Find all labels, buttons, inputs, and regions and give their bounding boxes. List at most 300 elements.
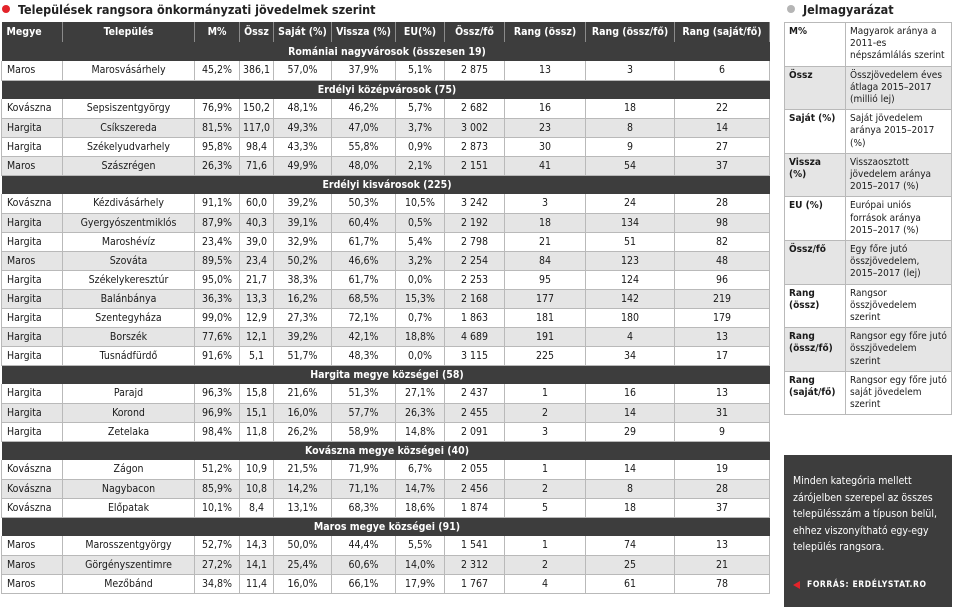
table-cell: 2 — [505, 479, 586, 498]
table-cell: 1 — [505, 536, 586, 555]
table-cell: 13 — [675, 536, 770, 555]
table-cell: Zetelaka — [63, 422, 195, 441]
table-cell: 74 — [586, 536, 675, 555]
table-cell: Nagybacon — [63, 479, 195, 498]
table-cell: 13,1% — [274, 498, 332, 517]
table-cell: 11,8 — [240, 422, 274, 441]
table-cell: Maros — [2, 536, 63, 555]
table-cell: 1 — [505, 460, 586, 479]
table-cell: 15,8 — [240, 384, 274, 403]
table-cell: 16,0% — [274, 403, 332, 422]
table-cell: 76,9% — [195, 99, 240, 118]
note-text: Minden kategória mellett zárójelben szerepel az összes településszám a típuson belül, ehhez viszonyítható egy-egy település rangsora. — [793, 475, 938, 553]
table-cell: 8 — [586, 118, 675, 137]
table-cell: 5 — [505, 498, 586, 517]
table-cell: Hargita — [2, 384, 63, 403]
table-cell: 47,0% — [332, 118, 396, 137]
table-cell: 5,4% — [396, 232, 445, 251]
table-cell: Kovászna — [2, 99, 63, 118]
table-cell: Hargita — [2, 308, 63, 327]
table-cell: 1 863 — [445, 308, 505, 327]
table-cell: 27,1% — [396, 384, 445, 403]
table-cell: 18,8% — [396, 327, 445, 346]
table-row — [2, 574, 770, 593]
table-header — [2, 22, 770, 42]
legend-body — [785, 23, 952, 415]
section-title: Maros megye községei (91) — [2, 517, 770, 536]
table-cell: 12,9 — [240, 308, 274, 327]
table-cell: 14,2% — [274, 479, 332, 498]
table-cell: Szováta — [63, 251, 195, 270]
table-cell: Kovászna — [2, 194, 63, 213]
table-cell: 17,9% — [396, 574, 445, 593]
section-header-row — [2, 517, 770, 536]
column-header: Össz — [240, 22, 274, 42]
table-cell: 2 151 — [445, 156, 505, 175]
table-cell: 3 — [505, 422, 586, 441]
table-cell: 68,3% — [332, 498, 396, 517]
table-cell: 48,0% — [332, 156, 396, 175]
table-cell: 48 — [675, 251, 770, 270]
table-cell: 34 — [586, 346, 675, 365]
table-cell: Szentegyháza — [63, 308, 195, 327]
table-row — [2, 194, 770, 213]
legend-term: Rang (saját/fő) — [785, 371, 846, 415]
legend-title — [787, 1, 894, 17]
table-cell: 6 — [675, 61, 770, 80]
table-cell: Sepsiszentgyörgy — [63, 99, 195, 118]
table-cell: 14 — [586, 460, 675, 479]
table-cell: 37 — [675, 498, 770, 517]
column-header: Település — [63, 22, 195, 42]
table-cell: 1 — [505, 384, 586, 403]
legend-term: Saját (%) — [785, 110, 846, 154]
table-cell: 37 — [675, 156, 770, 175]
table-cell: 48,1% — [274, 99, 332, 118]
table-cell: 44,4% — [332, 536, 396, 555]
table-cell: 11,4 — [240, 574, 274, 593]
table-cell: 60,6% — [332, 555, 396, 574]
table-cell: 31 — [675, 403, 770, 422]
table-cell: 23,4 — [240, 251, 274, 270]
table-cell: 77,6% — [195, 327, 240, 346]
table-cell: 98 — [675, 213, 770, 232]
table-cell: 95 — [505, 270, 586, 289]
table-row — [2, 308, 770, 327]
table-cell: 61 — [586, 574, 675, 593]
table-cell: 48,3% — [332, 346, 396, 365]
table-cell: 2,1% — [396, 156, 445, 175]
table-cell: 2 437 — [445, 384, 505, 403]
table-cell: 38,3% — [274, 270, 332, 289]
table-cell: 14 — [586, 403, 675, 422]
table-cell: 10,1% — [195, 498, 240, 517]
table-cell: 60,4% — [332, 213, 396, 232]
table-row — [2, 232, 770, 251]
table-cell: 28 — [675, 194, 770, 213]
table-cell: Hargita — [2, 403, 63, 422]
legend-row — [785, 110, 952, 154]
table-cell: 37,9% — [332, 61, 396, 80]
table-cell: Zágon — [63, 460, 195, 479]
table-cell: 30 — [505, 137, 586, 156]
table-cell: 1 541 — [445, 536, 505, 555]
table-cell: 28 — [675, 479, 770, 498]
header-row — [2, 22, 770, 42]
table-cell: 57,7% — [332, 403, 396, 422]
table-body — [2, 42, 770, 593]
bullet-icon — [787, 5, 795, 13]
table-row — [2, 213, 770, 232]
table-row — [2, 479, 770, 498]
table-cell: 15,1 — [240, 403, 274, 422]
table-cell: 57,0% — [274, 61, 332, 80]
table-cell: Mezőbánd — [63, 574, 195, 593]
legend-description: Egy főre jutó összjövedelem, 2015–2017 (lej) — [846, 241, 952, 285]
table-cell: 43,3% — [274, 137, 332, 156]
table-cell: 1 874 — [445, 498, 505, 517]
table-cell: Kézdivásárhely — [63, 194, 195, 213]
table-cell: Borszék — [63, 327, 195, 346]
legend-description: Magyarok aránya a 2011-es népszámlálás szerint — [846, 23, 952, 67]
table-cell: 14,1 — [240, 555, 274, 574]
table-cell: 39,0 — [240, 232, 274, 251]
table-row — [2, 555, 770, 574]
table-cell: 8,4 — [240, 498, 274, 517]
table-cell: 134 — [586, 213, 675, 232]
table-cell: Tusnádfürdő — [63, 346, 195, 365]
table-cell: 386,1 — [240, 61, 274, 80]
table-cell: 39,2% — [274, 327, 332, 346]
table-cell: 5,1% — [396, 61, 445, 80]
table-cell: 78 — [675, 574, 770, 593]
table-cell: 32,9% — [274, 232, 332, 251]
table-row — [2, 251, 770, 270]
column-header: Megye — [2, 22, 63, 42]
legend-term: EU (%) — [785, 197, 846, 241]
legend-row — [785, 284, 952, 328]
table-cell: 21,6% — [274, 384, 332, 403]
table-row — [2, 289, 770, 308]
legend-row — [785, 66, 952, 110]
column-header: Rang (saját/fő) — [675, 22, 770, 42]
table-cell: 46,6% — [332, 251, 396, 270]
section-header-row — [2, 441, 770, 460]
legend-row — [785, 328, 952, 372]
table-cell: 34,8% — [195, 574, 240, 593]
table-cell: 60,0 — [240, 194, 274, 213]
table-cell: 72,1% — [332, 308, 396, 327]
table-title-text: Települések rangsora önkormányzati jövedelmek szerint — [18, 1, 376, 17]
table-cell: 150,2 — [240, 99, 274, 118]
table-cell: 21,7 — [240, 270, 274, 289]
table-cell: 8 — [586, 479, 675, 498]
table-row — [2, 99, 770, 118]
table-cell: 22 — [675, 99, 770, 118]
column-header: Rang (össz) — [505, 22, 586, 42]
table-cell: 219 — [675, 289, 770, 308]
column-header: EU(%) — [396, 22, 445, 42]
table-cell: 10,8 — [240, 479, 274, 498]
table-cell: 66,1% — [332, 574, 396, 593]
table-cell: 71,6 — [240, 156, 274, 175]
table-cell: 84 — [505, 251, 586, 270]
table-cell: 4 — [505, 574, 586, 593]
legend-row — [785, 197, 952, 241]
section-title: Erdélyi kisvárosok (225) — [2, 175, 770, 194]
table-title — [2, 1, 376, 17]
legend-description: Visszaosztott jövedelem aránya 2015–2017 (%) — [846, 153, 952, 197]
legend-row — [785, 241, 952, 285]
table-cell: 2 254 — [445, 251, 505, 270]
table-cell: 2 798 — [445, 232, 505, 251]
table-cell: 2 875 — [445, 61, 505, 80]
table-cell: 91,1% — [195, 194, 240, 213]
section-title: Romániai nagyvárosok (összesen 19) — [2, 42, 770, 61]
table-cell: 49,9% — [274, 156, 332, 175]
table-cell: 51,2% — [195, 460, 240, 479]
table-cell: 10,5% — [396, 194, 445, 213]
table-cell: 14,0% — [396, 555, 445, 574]
table-cell: Maros — [2, 156, 63, 175]
table-cell: 6,7% — [396, 460, 445, 479]
table-cell: 124 — [586, 270, 675, 289]
table-cell: Székelykeresztúr — [63, 270, 195, 289]
table-cell: 16,0% — [274, 574, 332, 593]
table-cell: 51,7% — [274, 346, 332, 365]
table-cell: Előpatak — [63, 498, 195, 517]
table-cell: Hargita — [2, 118, 63, 137]
table-cell: Marosvásárhely — [63, 61, 195, 80]
table-cell: Hargita — [2, 422, 63, 441]
table-cell: 3 — [505, 194, 586, 213]
section-header-row — [2, 80, 770, 99]
section-header-row — [2, 365, 770, 384]
legend-description: Saját jövedelem aránya 2015–2017 (%) — [846, 110, 952, 154]
table-cell: 71,1% — [332, 479, 396, 498]
table-cell: 2 — [505, 555, 586, 574]
column-header: Össz/fő — [445, 22, 505, 42]
table-cell: Kovászna — [2, 479, 63, 498]
table-row — [2, 536, 770, 555]
table-row — [2, 422, 770, 441]
column-header: Vissza (%) — [332, 22, 396, 42]
column-header: M% — [195, 22, 240, 42]
table-cell: 99,0% — [195, 308, 240, 327]
table-cell: 61,7% — [332, 232, 396, 251]
table-cell: 91,6% — [195, 346, 240, 365]
legend-description: Európai uniós források aránya 2015–2017 (%) — [846, 197, 952, 241]
table-row — [2, 327, 770, 346]
table-cell: 52,7% — [195, 536, 240, 555]
table-cell: 1 767 — [445, 574, 505, 593]
legend-description: Rangsor összjövedelem szerint — [846, 284, 952, 328]
table-cell: 39,2% — [274, 194, 332, 213]
legend-title-text: Jelmagyarázat — [803, 1, 894, 17]
table-cell: 5,7% — [396, 99, 445, 118]
table-cell: 0,5% — [396, 213, 445, 232]
table-cell: 13 — [505, 61, 586, 80]
table-row — [2, 156, 770, 175]
table-cell: 123 — [586, 251, 675, 270]
table-cell: 5,1 — [240, 346, 274, 365]
table-cell: Maros — [2, 574, 63, 593]
table-cell: 21 — [675, 555, 770, 574]
table-row — [2, 118, 770, 137]
table-cell: 95,8% — [195, 137, 240, 156]
table-cell: 51 — [586, 232, 675, 251]
table-cell: 68,5% — [332, 289, 396, 308]
table-cell: 51,3% — [332, 384, 396, 403]
table-cell: 27 — [675, 137, 770, 156]
table-cell: 95,0% — [195, 270, 240, 289]
table-cell: Maros — [2, 555, 63, 574]
table-cell: 2 682 — [445, 99, 505, 118]
table-cell: 27,2% — [195, 555, 240, 574]
table-cell: 4 689 — [445, 327, 505, 346]
legend-row — [785, 371, 952, 415]
table-cell: Hargita — [2, 232, 63, 251]
table-cell: Kovászna — [2, 498, 63, 517]
table-cell: 14,7% — [396, 479, 445, 498]
table-cell: Hargita — [2, 270, 63, 289]
table-cell: 3 242 — [445, 194, 505, 213]
table-cell: 0,7% — [396, 308, 445, 327]
table-cell: 10,9 — [240, 460, 274, 479]
table-cell: 2 192 — [445, 213, 505, 232]
table-cell: 2 873 — [445, 137, 505, 156]
table-cell: 19 — [675, 460, 770, 479]
table-cell: 26,2% — [274, 422, 332, 441]
table-cell: 2 455 — [445, 403, 505, 422]
table-cell: 2 168 — [445, 289, 505, 308]
table-cell: 14 — [675, 118, 770, 137]
table-cell: 2 091 — [445, 422, 505, 441]
table-cell: Szászrégen — [63, 156, 195, 175]
table-cell: 71,9% — [332, 460, 396, 479]
table-cell: 16 — [505, 99, 586, 118]
table-cell: 46,2% — [332, 99, 396, 118]
table-cell: 177 — [505, 289, 586, 308]
table-cell: 3,7% — [396, 118, 445, 137]
table-cell: 61,7% — [332, 270, 396, 289]
table-cell: 9 — [675, 422, 770, 441]
table-cell: 3 002 — [445, 118, 505, 137]
table-row — [2, 498, 770, 517]
source-text: FORRÁS: ERDÉLYSTAT.RO — [807, 579, 927, 590]
section-header-row — [2, 42, 770, 61]
table-cell: 96,3% — [195, 384, 240, 403]
table-cell: 142 — [586, 289, 675, 308]
table-cell: 82 — [675, 232, 770, 251]
table-cell: 18,6% — [396, 498, 445, 517]
table-cell: 85,9% — [195, 479, 240, 498]
table-cell: 81,5% — [195, 118, 240, 137]
table-cell: 17 — [675, 346, 770, 365]
table-cell: 179 — [675, 308, 770, 327]
section-title: Hargita megye községei (58) — [2, 365, 770, 384]
table-cell: 58,9% — [332, 422, 396, 441]
table-cell: 2 — [505, 403, 586, 422]
table-cell: 24 — [586, 194, 675, 213]
table-cell: 3,2% — [396, 251, 445, 270]
section-title: Erdélyi középvárosok (75) — [2, 80, 770, 99]
table-cell: Balánbánya — [63, 289, 195, 308]
table-cell: Marosszentgyörgy — [63, 536, 195, 555]
legend-term: Össz/fő — [785, 241, 846, 285]
table-cell: 40,3 — [240, 213, 274, 232]
table-cell: 21 — [505, 232, 586, 251]
table-cell: 41 — [505, 156, 586, 175]
table-cell: 89,5% — [195, 251, 240, 270]
table-cell: 2 055 — [445, 460, 505, 479]
table-cell: 5,5% — [396, 536, 445, 555]
table-cell: 16,2% — [274, 289, 332, 308]
source-line — [793, 577, 927, 594]
column-header: Saját (%) — [274, 22, 332, 42]
table-cell: 98,4% — [195, 422, 240, 441]
table-cell: 14,8% — [396, 422, 445, 441]
table-cell: 0,0% — [396, 270, 445, 289]
table-cell: 13 — [675, 384, 770, 403]
table-cell: 225 — [505, 346, 586, 365]
table-cell: 12,1 — [240, 327, 274, 346]
table-cell: 4 — [586, 327, 675, 346]
table-cell: Parajd — [63, 384, 195, 403]
table-cell: Hargita — [2, 213, 63, 232]
table-cell: 50,0% — [274, 536, 332, 555]
legend-term: Rang (össz) — [785, 284, 846, 328]
table-cell: 18 — [586, 99, 675, 118]
table-cell: 45,2% — [195, 61, 240, 80]
table-cell: 87,9% — [195, 213, 240, 232]
table-cell: 25 — [586, 555, 675, 574]
section-title: Kovászna megye községei (40) — [2, 441, 770, 460]
table-cell: 2 456 — [445, 479, 505, 498]
table-row — [2, 61, 770, 80]
table-cell: 0,0% — [396, 346, 445, 365]
table-row — [2, 137, 770, 156]
table-cell: Görgényszentimre — [63, 555, 195, 574]
legend-description: Rangsor egy főre jutó összjövedelem szerint — [846, 328, 952, 372]
table-cell: 3 115 — [445, 346, 505, 365]
table-cell: 18 — [505, 213, 586, 232]
table-cell: 26,3% — [195, 156, 240, 175]
table-cell: Maros — [2, 251, 63, 270]
legend-row — [785, 153, 952, 197]
legend-description: Összjövedelem éves átlaga 2015–2017 (millió lej) — [846, 66, 952, 110]
legend-row — [785, 23, 952, 67]
table-row — [2, 384, 770, 403]
legend-table — [784, 22, 952, 415]
table-cell: 21,5% — [274, 460, 332, 479]
table-cell: 191 — [505, 327, 586, 346]
table-cell: 50,3% — [332, 194, 396, 213]
legend-term: Rang (össz/fő) — [785, 328, 846, 372]
table-cell: 42,1% — [332, 327, 396, 346]
table-row — [2, 270, 770, 289]
table-cell: Hargita — [2, 346, 63, 365]
table-cell: 50,2% — [274, 251, 332, 270]
table-cell: 96 — [675, 270, 770, 289]
table-cell: 15,3% — [396, 289, 445, 308]
table-cell: 36,3% — [195, 289, 240, 308]
table-cell: Maros — [2, 61, 63, 80]
table-cell: Hargita — [2, 289, 63, 308]
column-header: Rang (össz/fő) — [586, 22, 675, 42]
table-cell: 18 — [586, 498, 675, 517]
bullet-icon — [2, 5, 10, 13]
